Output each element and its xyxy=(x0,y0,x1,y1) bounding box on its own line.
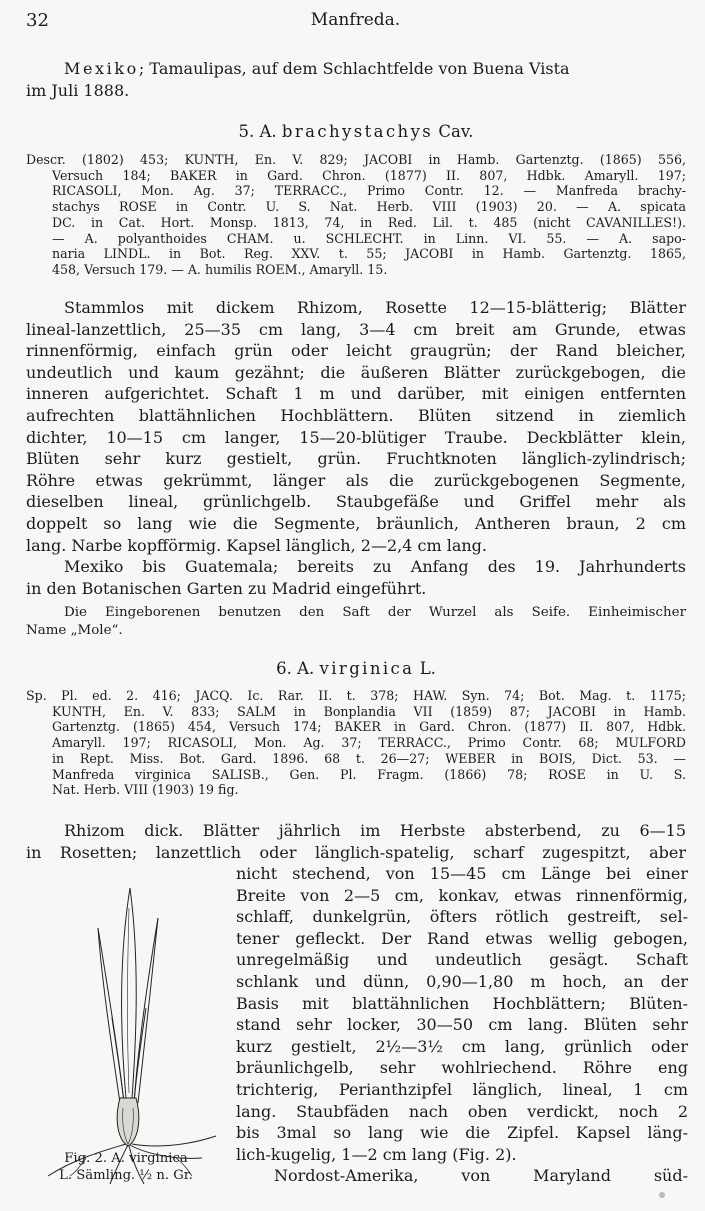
description-line: tener gefleckt. Der Rand etwas wellig gebogen, xyxy=(236,928,688,948)
species-6-description-top xyxy=(26,820,686,863)
description-line: Stammlos mit dickem Rhizom, Rosette 12—15-blätterig; Blätter xyxy=(64,298,686,317)
description-line: Blüten sehr kurz gestielt, grün. Fruchtknoten länglich-zylindrisch; xyxy=(26,449,686,469)
description-line: stand sehr locker, 30—50 cm lang. Blüten sehr xyxy=(236,1015,688,1035)
description-line: nicht stechend, von 15—45 cm Länge bei einer xyxy=(236,864,688,883)
reference-line: 458, Versuch 179. — A. humilis ROEM., Amaryll. 15. xyxy=(52,261,388,277)
description-line: trichterig, Perianthzipfel länglich, lineal, 1 cm xyxy=(236,1079,688,1099)
reference-line: RICASOLI, Mon. Ag. 37; TERRACC., Primo Contr. 12. — Manfreda brachy- xyxy=(52,183,686,199)
running-header xyxy=(26,10,685,34)
reference-line: Amaryll. 197; RICASOLI, Mon. Ag. 37; TERRACC., Primo Contr. 68; MULFORD xyxy=(52,735,686,751)
figure-caption xyxy=(26,1150,226,1184)
species-6-heading: 6. A. virginica L. xyxy=(276,659,436,678)
intro-line: Mexiko; Tamaulipas, auf dem Schlachtfelde von Buena Vista xyxy=(64,59,570,78)
intro-paragraph xyxy=(26,58,686,101)
intro-line: im Juli 1888. xyxy=(26,80,130,100)
description-line: Basis mit blattähnlichen Hochblättern; Blüten- xyxy=(236,993,688,1013)
reference-line: stachys ROSE in Contr. U. S. Nat. Herb. VIII (1903) 20. — A. spicata xyxy=(52,199,686,215)
description-line: lineal-lanzettlich, 25—35 cm lang, 3—4 cm breit am Grunde, etwas xyxy=(26,319,686,339)
species-5-references xyxy=(26,152,686,278)
reference-line: DC. in Cat. Hort. Monsp. 1813, 74, in Red. Lil. t. 485 (nicht CAVANILLES!). xyxy=(52,214,686,230)
distribution-line: Mexiko bis Guatemala; bereits zu Anfang des 19. Jahrhunderts xyxy=(64,557,686,576)
species-5-note xyxy=(26,604,686,640)
description-line: doppelt so lang wie die Segmente, bräunlich, Antheren braun, 2 cm xyxy=(26,513,686,533)
reference-line: Manfreda virginica SALISB., Gen. Pl. Fragm. (1866) 78; ROSE in U. S. xyxy=(52,766,686,782)
species-5-distribution xyxy=(26,556,686,599)
description-line: schlaff, dunkelgrün, öfters rötlich gestreift, sel- xyxy=(236,907,688,927)
description-line: Rhizom dick. Blätter jährlich im Herbste absterbend, zu 6—15 xyxy=(64,821,686,840)
description-line: unregelmäßig und undeutlich gesägt. Schaft xyxy=(236,950,688,970)
reference-line: in Rept. Miss. Bot. Gard. 1896. 68 t. 26—27; WEBER in BOIS, Dict. 53. — xyxy=(52,750,686,766)
species-6-references xyxy=(26,688,686,798)
description-line: lich-kugelig, 1—2 cm lang (Fig. 2). xyxy=(236,1144,517,1164)
figure-caption-line: Fig. 2. A. virginica xyxy=(64,1151,188,1166)
species-5-heading-wrap xyxy=(26,122,686,146)
description-line: dichter, 10—15 cm langer, 15—20-blütiger Traube. Deckblätter klein, xyxy=(26,427,686,447)
figure-caption-line: L. Sämling. ½ n. Gr. xyxy=(59,1168,193,1183)
distribution-line: in den Botanischen Garten zu Madrid eingeführt. xyxy=(26,578,427,598)
reference-line: Nat. Herb. VIII (1903) 19 fig. xyxy=(52,782,239,798)
reference-line: Versuch 184; BAKER in Gard. Chron. (1877) II. 807, Hdbk. Amaryll. 197; xyxy=(52,167,686,183)
species-6-description-column xyxy=(236,863,688,1187)
running-title: Manfreda. xyxy=(310,10,401,30)
species-5-description xyxy=(26,297,686,556)
note-line: Die Eingeborenen benutzen den Saft der Wurzel als Seife. Einheimischer xyxy=(64,605,686,620)
description-line: rinnenförmig, einfach grün oder leicht graugrün; der Rand bleicher, xyxy=(26,341,686,361)
reference-line: — A. polyanthoides CHAM. u. SCHLECHT. in Linn. VI. 55. — A. sapo- xyxy=(52,230,686,246)
description-line: Röhre etwas gekrümmt, länger als die zurückgebogenen Segmente, xyxy=(26,470,686,490)
description-line: lang. Staubfäden nach oben verdickt, noch 2 xyxy=(236,1101,688,1121)
seedling-illustration xyxy=(26,858,226,1188)
description-line: aufrechten blattähnlichen Hochblättern. Blüten sitzend in ziemlich xyxy=(26,405,686,425)
reference-line: naria LINDL. in Bot. Reg. XXV. t. 55; JACOBI in Hamb. Gartenztg. 1865, xyxy=(52,246,686,262)
species-6-heading-wrap xyxy=(26,659,686,683)
reference-line: Gartenztg. (1865) 454, Versuch 174; BAKER in Gard. Chron. (1877) II. 807, Hdbk. xyxy=(52,719,686,735)
margin-mark xyxy=(659,1192,665,1198)
description-line: kurz gestielt, 2½—3½ cm lang, grünlich oder xyxy=(236,1036,688,1056)
description-line: schlank und dünn, 0,90—1,80 m hoch, an der xyxy=(236,971,688,991)
reference-line: KUNTH, En. V. 833; SALM in Bonplandia VII (1859) 87; JACOBI in Hamb. xyxy=(52,703,686,719)
description-line: dieselben lineal, grünlichgelb. Staubgefäße und Griffel mehr als xyxy=(26,492,686,512)
description-line: bräunlichgelb, sehr wohlriechend. Röhre eng xyxy=(236,1058,688,1078)
reference-line: Descr. (1802) 453; KUNTH, En. V. 829; JACOBI in Hamb. Gartenztg. (1865) 556, xyxy=(26,152,686,167)
description-line: inneren aufgerichtet. Schaft 1 m und darüber, mit einigen entfernten xyxy=(26,384,686,404)
reference-line: Sp. Pl. ed. 2. 416; JACQ. Ic. Rar. II. t. 378; HAW. Syn. 74; Bot. Mag. t. 1175; xyxy=(26,688,686,703)
page-number: 32 xyxy=(26,10,49,31)
distribution-line: Nordost-Amerika, von Maryland süd- xyxy=(274,1166,688,1186)
description-line: Breite von 2—5 cm, konkav, etwas rinnenförmig, xyxy=(236,885,688,905)
note-line: Name „Mole“. xyxy=(26,623,123,638)
species-5-heading: 5. A. brachystachys Cav. xyxy=(238,122,474,141)
description-line: lang. Narbe kopfförmig. Kapsel länglich, 2—2,4 cm lang. xyxy=(26,535,487,555)
description-line: undeutlich und kaum gezähnt; die äußeren Blätter zurückgebogen, die xyxy=(26,362,686,382)
description-line: bis 3mal so lang wie die Zipfel. Kapsel läng- xyxy=(236,1123,688,1143)
description-line: in Rosetten; lanzettlich oder länglich-spatelig, scharf zugespitzt, aber xyxy=(26,842,686,862)
